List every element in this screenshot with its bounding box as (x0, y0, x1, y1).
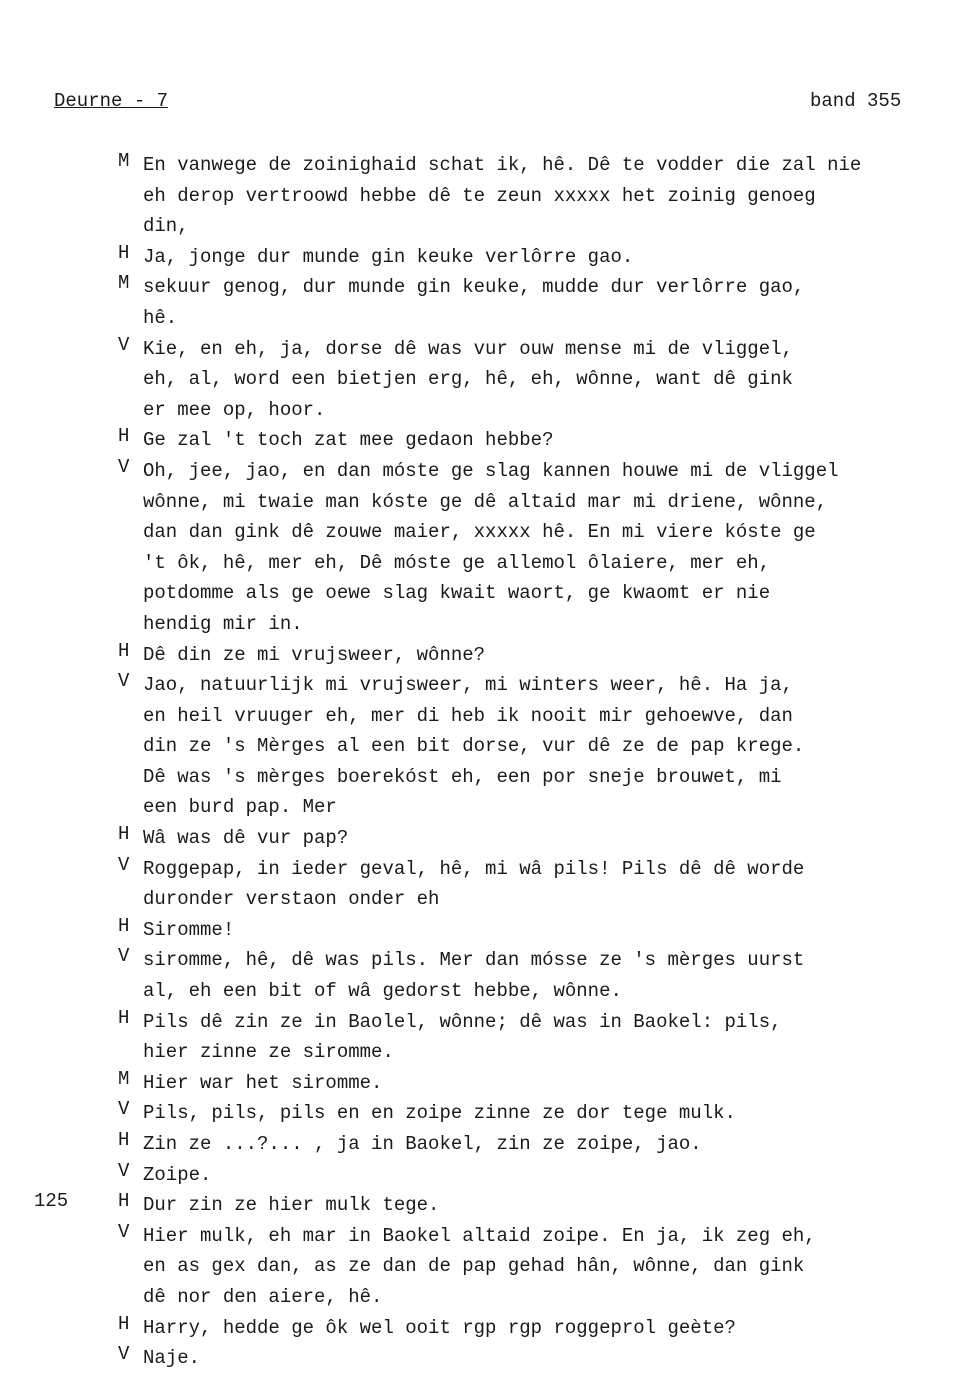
utterance-text: Kie, en eh, ja, dorse dê was vur ouw mense mi de vliggel, eh, al, word een bietjen erg, hê, eh, wônne, want dê gink er mee op, hoor. (143, 337, 793, 421)
transcript-entry (0, 456, 973, 640)
speaker-label: V (118, 945, 130, 968)
speaker-label: H (118, 1006, 130, 1029)
speaker-label: H (118, 1129, 130, 1151)
utterance-text: Pils dê zin ze in Baolel, wônne; dê was in Baokel: pils, hier zinne ze siromme. (143, 1010, 782, 1064)
utterance-text: Siromme! (143, 918, 235, 941)
speaker-label: V (118, 1098, 130, 1121)
transcript-entry (0, 1221, 973, 1313)
utterance-text: Roggepap, in ieder geval, hê, mi wâ pils! Pils dê dê worde duronder verstaon onder eh (143, 857, 805, 911)
speaker-label: V (118, 1343, 130, 1366)
utterance-text: En vanwege de zoinighaid schat ik, hê. Dê te vodder die zal nie eh derop vertroowd hebbe dê te zeun xxxxx het zoinig genoeg din, (143, 154, 862, 238)
transcript-entry (0, 242, 973, 273)
utterance-text: Hier war het siromme. (143, 1071, 383, 1094)
transcript-entry (0, 1343, 973, 1374)
utterance-text: Hier mulk, eh mar in Baokel altaid zoipe. En ja, ik zeg eh, en as gex dan, as ze dan de pap gehad hân, wônne, dan gink dê nor den aiere, hê. (143, 1224, 816, 1308)
utterance-text: Naje. (143, 1347, 201, 1370)
speaker-label: V (118, 853, 130, 876)
speaker-label: H (118, 241, 130, 264)
transcript-entry (0, 150, 973, 242)
transcript-entry (0, 640, 973, 671)
utterance-text: sekuur genog, dur munde gin keuke, mudde dur verlôrre gao, hê. (143, 276, 805, 329)
transcript-entry (0, 1068, 973, 1099)
speaker-label: M (118, 1067, 130, 1090)
transcript-entry (0, 1098, 973, 1129)
transcript-entry (0, 1160, 973, 1191)
utterance-text: Ge zal 't toch zat mee gedaon hebbe? (143, 429, 554, 452)
speaker-label: M (118, 150, 130, 172)
speaker-label: H (118, 823, 130, 846)
utterance-text: Harry, hedde ge ôk wel ooit rgp rgp roggeprol geète? (143, 1316, 736, 1339)
speaker-label: M (118, 272, 130, 295)
transcript-entry (0, 272, 973, 333)
utterance-text: Zoipe. (143, 1163, 212, 1186)
speaker-label: H (118, 1312, 130, 1335)
utterance-text: Ja, jonge dur munde gin keuke verlôrre gao. (143, 245, 634, 268)
transcript (0, 150, 973, 1374)
transcript-entry (0, 334, 973, 426)
transcript-entry (0, 854, 973, 915)
transcript-entry (0, 1313, 973, 1344)
transcript-entry (0, 425, 973, 456)
utterance-text: siromme, hê, dê was pils. Mer dan mósse ze 's mèrges uurst al, eh een bit of wâ gedorst hebbe, wônne. (143, 949, 805, 1003)
speaker-label: H (118, 639, 130, 662)
utterance-text: Jao, natuurlijk mi vrujsweer, mi winters weer, hê. Ha ja, en heil vruuger eh, mer di heb ik nooit mir gehoewve, dan din ze 's Mèrges al een bit dorse, vur dê ze de pap krege. Dê was 's mèrges boerekóst eh, een por sneje brouwet, mi een burd pap. Mer (143, 674, 805, 819)
utterance-text: Zin ze ...?... , ja in Baokel, zin ze zoipe, jao. (143, 1133, 702, 1155)
transcript-entry (0, 1190, 973, 1221)
transcript-entry (0, 823, 973, 854)
utterance-text: Oh, jee, jao, en dan móste ge slag kannen houwe mi de vliggel wônne, mi twaie man kóste ge dê altaid mar mi driene, wônne, dan dan gink dê zouwe maier, xxxxx hê. En mi viere kóste ge 't ôk, hê, mer eh, Dê móste ge allemol ôlaiere, mer eh, potdomme als ge oewe slag kwait waort, ge kwaomt er nie hendig mir in. (143, 459, 839, 635)
speaker-label: V (118, 333, 130, 356)
transcript-entry (0, 1129, 973, 1160)
speaker-label: H (118, 425, 130, 448)
transcript-entry (0, 670, 973, 823)
transcript-entry (0, 1007, 973, 1068)
speaker-label: V (118, 455, 130, 478)
transcript-entry (0, 915, 973, 946)
page-header-title: Deurne - 7 (54, 90, 169, 112)
speaker-label: V (118, 670, 130, 693)
speaker-label: H (118, 1190, 130, 1213)
utterance-text: Dê din ze mi vrujsweer, wônne? (143, 643, 486, 666)
line-number: 125 (34, 1190, 69, 1213)
speaker-label: H (118, 914, 130, 937)
transcript-entry (0, 945, 973, 1006)
utterance-text: Wâ was dê vur pap? (143, 827, 349, 850)
speaker-label: V (118, 1159, 130, 1182)
page-header-band: band 355 (810, 90, 902, 112)
utterance-text: Dur zin ze hier mulk tege. (143, 1194, 440, 1217)
speaker-label: V (118, 1220, 130, 1243)
utterance-text: Pils, pils, pils en en zoipe zinne ze dor tege mulk. (143, 1102, 736, 1125)
